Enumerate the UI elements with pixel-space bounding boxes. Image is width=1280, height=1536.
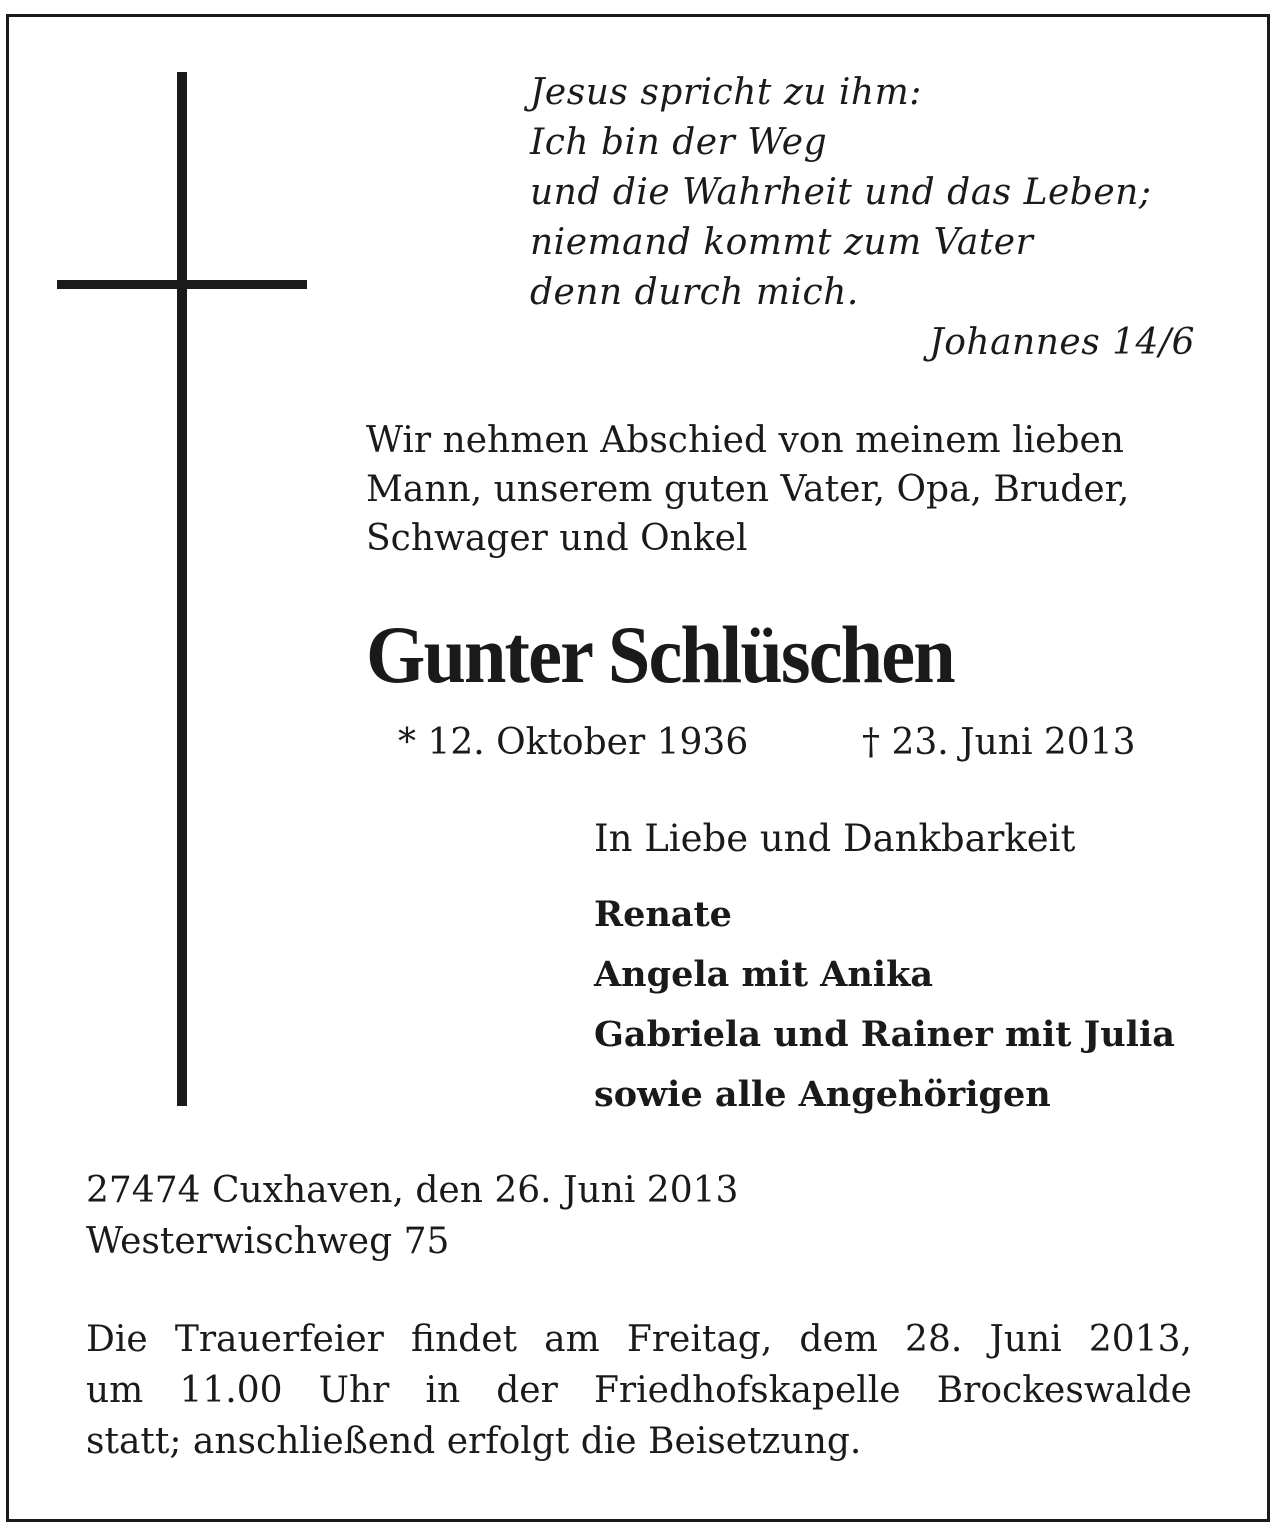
verse-line: denn durch mich.	[530, 272, 859, 313]
cross-icon-horizontal	[57, 280, 307, 289]
service-word: findet	[410, 1319, 517, 1360]
service-word: am	[544, 1319, 600, 1360]
mourner-name: Renate	[594, 894, 732, 935]
service-word: 28.	[905, 1319, 963, 1360]
service-word: 2013,	[1088, 1319, 1192, 1360]
mourners-heading: In Liebe und Dankbarkeit	[594, 817, 1076, 860]
service-word: Trauerfeier	[174, 1319, 384, 1360]
birth-date: * 12. Oktober 1936	[398, 722, 749, 763]
service-line-1	[86, 1314, 1192, 1365]
verse-line: Jesus spricht zu ihm:	[530, 72, 922, 113]
service-word: 11.00	[179, 1370, 283, 1411]
verse-line: und die Wahrheit und das Leben;	[530, 172, 1152, 213]
deceased-name: Gunter Schlüschen	[366, 609, 954, 700]
address-line: 27474 Cuxhaven, den 26. Juni 2013	[86, 1170, 739, 1211]
cross-icon-vertical	[177, 72, 187, 1106]
service-word: Juni	[989, 1319, 1062, 1360]
service-word: Friedhofskapelle	[593, 1370, 901, 1411]
verse-line: niemand kommt zum Vater	[530, 222, 1034, 263]
farewell-line: Wir nehmen Abschied von meinem lieben	[366, 420, 1124, 461]
service-word: Freitag,	[626, 1319, 773, 1360]
address-line: Westerwischweg 75	[86, 1221, 450, 1262]
mourners-list	[594, 885, 1175, 1125]
mourner-name: Gabriela und Rainer mit Julia	[594, 1014, 1175, 1055]
service-word: dem	[799, 1319, 878, 1360]
address-block	[86, 1165, 738, 1267]
service-word: der	[496, 1370, 558, 1411]
service-line-3: statt; anschließend erfolgt die Beisetzung.	[86, 1421, 862, 1462]
service-word: Die	[86, 1319, 148, 1360]
mourner-name: Angela mit Anika	[594, 954, 934, 995]
death-date: † 23. Juni 2013	[862, 722, 1136, 763]
service-line-2	[86, 1365, 1192, 1416]
verse-line: Ich bin der Weg	[530, 122, 828, 163]
service-word: um	[86, 1370, 144, 1411]
bible-verse	[530, 68, 1195, 368]
mourner-name: sowie alle Angehörigen	[594, 1074, 1051, 1115]
service-word: Brockeswalde	[936, 1370, 1192, 1411]
farewell-line: Mann, unserem guten Vater, Opa, Bruder,	[366, 469, 1130, 510]
verse-reference: Johannes 14/6	[929, 322, 1195, 363]
service-word: Uhr	[318, 1370, 390, 1411]
service-word: in	[425, 1370, 461, 1411]
farewell-line: Schwager und Onkel	[366, 518, 748, 559]
farewell-text	[366, 416, 1196, 563]
funeral-service-info	[86, 1314, 1192, 1467]
